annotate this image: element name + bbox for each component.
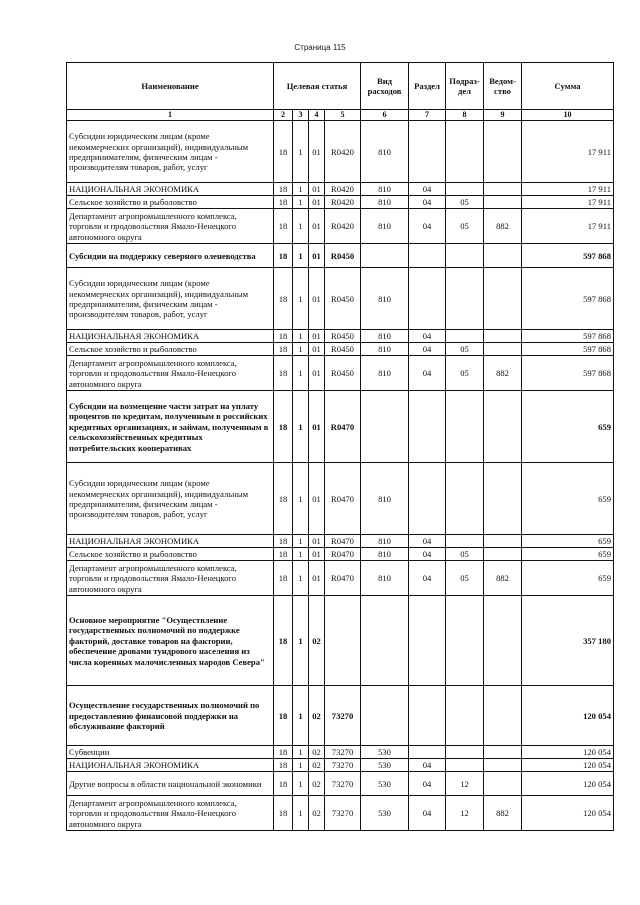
target-code-program: 18 xyxy=(274,343,293,356)
column-number: 4 xyxy=(309,110,325,121)
section-code xyxy=(409,746,446,759)
section-code: 04 xyxy=(409,330,446,343)
expense-type: 810 xyxy=(361,561,409,596)
amount: 659 xyxy=(522,561,614,596)
section-code: 04 xyxy=(409,759,446,772)
column-number: 6 xyxy=(361,110,409,121)
target-code-program: 18 xyxy=(274,391,293,463)
amount: 659 xyxy=(522,548,614,561)
column-number: 1 xyxy=(67,110,274,121)
department-code: 882 xyxy=(484,209,522,244)
department-code xyxy=(484,596,522,686)
table-row xyxy=(67,268,614,330)
column-number: 2 xyxy=(274,110,293,121)
row-name: Департамент агропромышленного комплекса, торговли и продовольствия Ямало-Ненецкого автономного округа xyxy=(67,356,274,391)
section-code xyxy=(409,596,446,686)
target-code-event: 02 xyxy=(309,759,325,772)
section-code: 04 xyxy=(409,772,446,796)
amount: 120 054 xyxy=(522,686,614,746)
subsection-code: 12 xyxy=(446,796,484,831)
table-row xyxy=(67,548,614,561)
amount: 120 054 xyxy=(522,759,614,772)
target-code-event: 01 xyxy=(309,356,325,391)
target-code-subprogram: 1 xyxy=(293,535,309,548)
target-code-subprogram: 1 xyxy=(293,121,309,183)
row-name: Департамент агропромышленного комплекса, торговли и продовольствия Ямало-Ненецкого автономного округа xyxy=(67,209,274,244)
subsection-code: 05 xyxy=(446,209,484,244)
amount: 659 xyxy=(522,463,614,535)
expense-type xyxy=(361,391,409,463)
target-code-event: 01 xyxy=(309,209,325,244)
table-row xyxy=(67,209,614,244)
target-code-direction: R0420 xyxy=(325,196,361,209)
target-code-direction: R0420 xyxy=(325,209,361,244)
department-code xyxy=(484,343,522,356)
target-code-event: 01 xyxy=(309,535,325,548)
expense-type: 530 xyxy=(361,796,409,831)
subsection-code xyxy=(446,183,484,196)
target-code-direction: R0450 xyxy=(325,343,361,356)
target-code-program: 18 xyxy=(274,330,293,343)
department-code xyxy=(484,244,522,268)
amount: 597 868 xyxy=(522,330,614,343)
row-name: НАЦИОНАЛЬНАЯ ЭКОНОМИКА xyxy=(67,759,274,772)
target-code-direction: R0420 xyxy=(325,183,361,196)
target-code-program: 18 xyxy=(274,268,293,330)
department-code: 882 xyxy=(484,796,522,831)
table-row xyxy=(67,463,614,535)
budget-table xyxy=(66,62,614,831)
expense-type xyxy=(361,244,409,268)
column-number: 3 xyxy=(293,110,309,121)
amount: 597 868 xyxy=(522,356,614,391)
target-code-subprogram: 1 xyxy=(293,746,309,759)
table-row xyxy=(67,535,614,548)
section-code xyxy=(409,463,446,535)
section-code: 04 xyxy=(409,548,446,561)
target-code-direction: R0470 xyxy=(325,535,361,548)
target-code-event: 01 xyxy=(309,244,325,268)
department-code: 882 xyxy=(484,561,522,596)
section-code: 04 xyxy=(409,535,446,548)
table-row xyxy=(67,596,614,686)
amount: 659 xyxy=(522,391,614,463)
row-name: Субсидии юридическим лицам (кроме некоммерческих организаций), индивидуальным предпринимателям, физическим лицам - производителям товаров, работ, услуг xyxy=(67,268,274,330)
department-code xyxy=(484,772,522,796)
department-code xyxy=(484,268,522,330)
amount: 17 911 xyxy=(522,183,614,196)
table-row xyxy=(67,356,614,391)
subsection-code xyxy=(446,759,484,772)
target-code-program: 18 xyxy=(274,561,293,596)
section-code: 04 xyxy=(409,196,446,209)
header-target: Целевая статья xyxy=(274,63,361,110)
header-razdel: Раздел xyxy=(409,63,446,110)
subsection-code xyxy=(446,463,484,535)
target-code-program: 18 xyxy=(274,121,293,183)
target-code-subprogram: 1 xyxy=(293,183,309,196)
target-code-program: 18 xyxy=(274,535,293,548)
expense-type: 810 xyxy=(361,463,409,535)
row-name: Субсидии юридическим лицам (кроме некоммерческих организаций), индивидуальным предпринимателям, физическим лицам - производителям товаров, работ, услуг xyxy=(67,463,274,535)
target-code-program: 18 xyxy=(274,209,293,244)
department-code xyxy=(484,746,522,759)
section-code: 04 xyxy=(409,561,446,596)
column-number: 5 xyxy=(325,110,361,121)
target-code-direction: R0470 xyxy=(325,391,361,463)
expense-type: 810 xyxy=(361,343,409,356)
department-code: 882 xyxy=(484,356,522,391)
target-code-direction: 73270 xyxy=(325,759,361,772)
expense-type: 810 xyxy=(361,268,409,330)
section-code: 04 xyxy=(409,183,446,196)
subsection-code: 05 xyxy=(446,548,484,561)
target-code-direction: 73270 xyxy=(325,796,361,831)
expense-type: 530 xyxy=(361,772,409,796)
expense-type: 530 xyxy=(361,759,409,772)
subsection-code xyxy=(446,121,484,183)
section-code xyxy=(409,244,446,268)
target-code-event: 02 xyxy=(309,686,325,746)
target-code-event: 01 xyxy=(309,121,325,183)
header-row xyxy=(67,63,614,110)
target-code-subprogram: 1 xyxy=(293,772,309,796)
department-code xyxy=(484,759,522,772)
section-code xyxy=(409,268,446,330)
target-code-event: 01 xyxy=(309,343,325,356)
amount: 597 868 xyxy=(522,343,614,356)
expense-type: 810 xyxy=(361,330,409,343)
department-code xyxy=(484,391,522,463)
expense-type: 810 xyxy=(361,196,409,209)
expense-type: 810 xyxy=(361,356,409,391)
target-code-program: 18 xyxy=(274,796,293,831)
row-name: НАЦИОНАЛЬНАЯ ЭКОНОМИКА xyxy=(67,183,274,196)
subsection-code xyxy=(446,535,484,548)
target-code-direction: R0450 xyxy=(325,244,361,268)
department-code xyxy=(484,535,522,548)
target-code-program: 18 xyxy=(274,196,293,209)
department-code xyxy=(484,463,522,535)
amount: 120 054 xyxy=(522,796,614,831)
subsection-code: 05 xyxy=(446,356,484,391)
column-number: 7 xyxy=(409,110,446,121)
target-code-direction: R0420 xyxy=(325,121,361,183)
section-code: 04 xyxy=(409,343,446,356)
target-code-event: 02 xyxy=(309,796,325,831)
subsection-code xyxy=(446,746,484,759)
amount: 17 911 xyxy=(522,121,614,183)
target-code-event: 01 xyxy=(309,391,325,463)
department-code xyxy=(484,548,522,561)
target-code-program: 18 xyxy=(274,183,293,196)
subsection-code: 05 xyxy=(446,561,484,596)
column-number: 9 xyxy=(484,110,522,121)
target-code-program: 18 xyxy=(274,596,293,686)
target-code-subprogram: 1 xyxy=(293,796,309,831)
amount: 17 911 xyxy=(522,209,614,244)
target-code-subprogram: 1 xyxy=(293,596,309,686)
target-code-direction: R0450 xyxy=(325,330,361,343)
row-name: Сельское хозяйство и рыболовство xyxy=(67,196,274,209)
target-code-event: 01 xyxy=(309,330,325,343)
column-number: 8 xyxy=(446,110,484,121)
section-code xyxy=(409,686,446,746)
target-code-subprogram: 1 xyxy=(293,268,309,330)
row-name: Осуществление государственных полномочий по предоставлению финансовой поддержки на обслуживание факторий xyxy=(67,686,274,746)
row-name: Сельское хозяйство и рыболовство xyxy=(67,343,274,356)
target-code-event: 01 xyxy=(309,268,325,330)
section-code: 04 xyxy=(409,356,446,391)
row-name: Субсидии на возмещение части затрат на уплату процентов по кредитам, полученным в российских кредитных организациях, и займам, полученным в сельскохозяйственных кредитных потребительских кооперативах xyxy=(67,391,274,463)
table-body xyxy=(67,121,614,831)
target-code-subprogram: 1 xyxy=(293,209,309,244)
target-code-event: 01 xyxy=(309,463,325,535)
expense-type: 810 xyxy=(361,209,409,244)
target-code-event: 02 xyxy=(309,772,325,796)
section-code xyxy=(409,121,446,183)
page-number-label: Страница 115 xyxy=(294,43,346,52)
target-code-subprogram: 1 xyxy=(293,548,309,561)
table-row xyxy=(67,391,614,463)
expense-type: 810 xyxy=(361,548,409,561)
target-code-direction: R0470 xyxy=(325,561,361,596)
target-code-event: 01 xyxy=(309,183,325,196)
target-code-subprogram: 1 xyxy=(293,196,309,209)
row-name: Основное мероприятие "Осуществление государственных полномочий по поддержке факторий, доставке товаров на фактории, обеспечение дровами тундрового населения из числа коренных малочисленных народов Севера" xyxy=(67,596,274,686)
amount: 17 911 xyxy=(522,196,614,209)
header-podrazdel: Подраз-дел xyxy=(446,63,484,110)
target-code-subprogram: 1 xyxy=(293,244,309,268)
expense-type: 810 xyxy=(361,121,409,183)
target-code-program: 18 xyxy=(274,356,293,391)
department-code xyxy=(484,686,522,746)
target-code-subprogram: 1 xyxy=(293,391,309,463)
table-row xyxy=(67,196,614,209)
department-code xyxy=(484,196,522,209)
target-code-subprogram: 1 xyxy=(293,561,309,596)
target-code-program: 18 xyxy=(274,746,293,759)
target-code-direction: 73270 xyxy=(325,772,361,796)
target-code-direction: R0450 xyxy=(325,268,361,330)
subsection-code xyxy=(446,686,484,746)
table-row xyxy=(67,759,614,772)
table-row xyxy=(67,772,614,796)
amount: 597 868 xyxy=(522,244,614,268)
table-row xyxy=(67,183,614,196)
row-name: Субвенции xyxy=(67,746,274,759)
target-code-event: 01 xyxy=(309,196,325,209)
header-name: Наименование xyxy=(67,63,274,110)
row-name: Другие вопросы в области национальной экономики xyxy=(67,772,274,796)
row-name: НАЦИОНАЛЬНАЯ ЭКОНОМИКА xyxy=(67,330,274,343)
row-name: Департамент агропромышленного комплекса, торговли и продовольствия Ямало-Ненецкого автономного округа xyxy=(67,796,274,831)
table-row xyxy=(67,686,614,746)
department-code xyxy=(484,183,522,196)
department-code xyxy=(484,330,522,343)
amount: 120 054 xyxy=(522,772,614,796)
target-code-direction: 73270 xyxy=(325,686,361,746)
expense-type xyxy=(361,686,409,746)
section-code: 04 xyxy=(409,796,446,831)
subsection-code: 05 xyxy=(446,343,484,356)
target-code-subprogram: 1 xyxy=(293,686,309,746)
target-code-direction xyxy=(325,596,361,686)
header-summa: Сумма xyxy=(522,63,614,110)
column-number: 10 xyxy=(522,110,614,121)
row-name: Субсидии на поддержку северного оленеводства xyxy=(67,244,274,268)
subsection-code xyxy=(446,268,484,330)
target-code-subprogram: 1 xyxy=(293,356,309,391)
subsection-code xyxy=(446,391,484,463)
table-row xyxy=(67,330,614,343)
expense-type: 810 xyxy=(361,535,409,548)
row-name: Департамент агропромышленного комплекса, торговли и продовольствия Ямало-Ненецкого автономного округа xyxy=(67,561,274,596)
target-code-program: 18 xyxy=(274,759,293,772)
section-code xyxy=(409,391,446,463)
expense-type xyxy=(361,596,409,686)
table-row xyxy=(67,343,614,356)
subsection-code xyxy=(446,330,484,343)
row-name: Сельское хозяйство и рыболовство xyxy=(67,548,274,561)
amount: 597 868 xyxy=(522,268,614,330)
target-code-event: 02 xyxy=(309,746,325,759)
row-name: НАЦИОНАЛЬНАЯ ЭКОНОМИКА xyxy=(67,535,274,548)
amount: 120 054 xyxy=(522,746,614,759)
section-code: 04 xyxy=(409,209,446,244)
expense-type: 810 xyxy=(361,183,409,196)
target-code-program: 18 xyxy=(274,686,293,746)
target-code-event: 01 xyxy=(309,561,325,596)
target-code-event: 02 xyxy=(309,596,325,686)
target-code-direction: R0450 xyxy=(325,356,361,391)
table-row xyxy=(67,746,614,759)
department-code xyxy=(484,121,522,183)
amount: 659 xyxy=(522,535,614,548)
row-name: Субсидии юридическим лицам (кроме некоммерческих организаций), индивидуальным предпринимателям, физическим лицам - производителям товаров, работ, услуг xyxy=(67,121,274,183)
target-code-program: 18 xyxy=(274,548,293,561)
header-vedomstvo: Ведом-ство xyxy=(484,63,522,110)
column-number-row xyxy=(67,110,614,121)
target-code-direction: R0470 xyxy=(325,463,361,535)
target-code-program: 18 xyxy=(274,463,293,535)
table-row xyxy=(67,244,614,268)
target-code-program: 18 xyxy=(274,772,293,796)
subsection-code xyxy=(446,244,484,268)
target-code-subprogram: 1 xyxy=(293,759,309,772)
table-row xyxy=(67,121,614,183)
subsection-code: 05 xyxy=(446,196,484,209)
table-row xyxy=(67,561,614,596)
target-code-subprogram: 1 xyxy=(293,463,309,535)
target-code-subprogram: 1 xyxy=(293,330,309,343)
expense-type: 530 xyxy=(361,746,409,759)
table-row xyxy=(67,796,614,831)
target-code-event: 01 xyxy=(309,548,325,561)
subsection-code: 12 xyxy=(446,772,484,796)
target-code-direction: R0470 xyxy=(325,548,361,561)
target-code-direction: 73270 xyxy=(325,746,361,759)
subsection-code xyxy=(446,596,484,686)
amount: 357 180 xyxy=(522,596,614,686)
target-code-program: 18 xyxy=(274,244,293,268)
header-vid: Вид расходов xyxy=(361,63,409,110)
target-code-subprogram: 1 xyxy=(293,343,309,356)
